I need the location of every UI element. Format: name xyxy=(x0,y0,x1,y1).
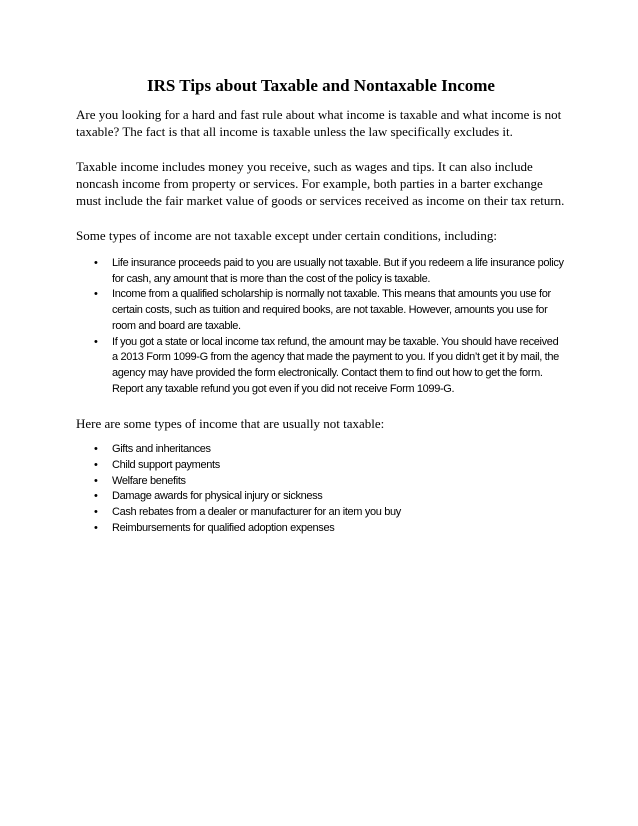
list-item xyxy=(76,521,566,537)
list-item xyxy=(76,474,566,490)
nontaxable-intro-paragraph: Here are some types of income that are usually not taxable: xyxy=(76,416,385,432)
bullet-icon: • xyxy=(94,288,98,301)
bullet-icon: • xyxy=(94,459,98,472)
list-item xyxy=(76,256,566,287)
conditional-intro-paragraph: Some types of income are not taxable except under certain conditions, including: xyxy=(76,228,497,243)
bullet-icon: • xyxy=(94,335,98,348)
list-item xyxy=(76,287,566,334)
list-item-text: Life insurance proceeds paid to you are usually not taxable. But if you redeem a life insurance policy for cash, any amount that is more than the cost of the policy is taxable. xyxy=(112,257,564,285)
bullet-icon: • xyxy=(94,474,98,487)
taxable-income-paragraph: Taxable income includes money you receive, such as wages and tips. It can also include noncash income from property or services. For example, both parties in a barter exchange must include the fair market value of goods or services received as income on their tax return. xyxy=(76,159,565,208)
bullet-icon: • xyxy=(94,521,98,534)
list-item-text: Gifts and inheritances xyxy=(112,443,211,456)
list-item xyxy=(76,489,566,505)
list-item xyxy=(76,442,566,458)
conditional-income-list xyxy=(76,256,566,397)
bullet-icon: • xyxy=(94,506,98,519)
list-item-text: Income from a qualified scholarship is normally not taxable. This means that amounts you use for certain costs, such as tuition and required books, are not taxable. However, amounts you use for room and board are taxable. xyxy=(112,288,551,332)
list-item xyxy=(76,458,566,474)
bullet-icon: • xyxy=(94,490,98,503)
list-item-text: Reimbursements for qualified adoption expenses xyxy=(112,521,335,534)
list-item-text: Child support payments xyxy=(112,459,220,472)
bullet-icon: • xyxy=(94,443,98,456)
list-item xyxy=(76,505,566,521)
document-page xyxy=(76,76,566,555)
list-item-text: If you got a state or local income tax refund, the amount may be taxable. You should have received a 2013 Form 1099-G from the agency that made the payment to you. If you didn’t get it by mail, the agency may have provided the form electronically. Contact them to find out how to get the form. Report any taxable refund you got even if you did not receive Form 1099-G. xyxy=(112,335,559,395)
list-item-text: Cash rebates from a dealer or manufacturer for an item you buy xyxy=(112,506,401,519)
bullet-icon: • xyxy=(94,257,98,269)
nontaxable-income-list xyxy=(76,442,566,536)
list-item-text: Damage awards for physical injury or sickness xyxy=(112,490,323,503)
intro-paragraph: Are you looking for a hard and fast rule about what income is taxable and what income is not taxable? The fact is that all income is taxable unless the law specifically excludes it. xyxy=(76,107,562,139)
list-item-text: Welfare benefits xyxy=(112,474,186,487)
list-item xyxy=(76,335,566,398)
page-title: IRS Tips about Taxable and Nontaxable Income xyxy=(147,76,495,95)
